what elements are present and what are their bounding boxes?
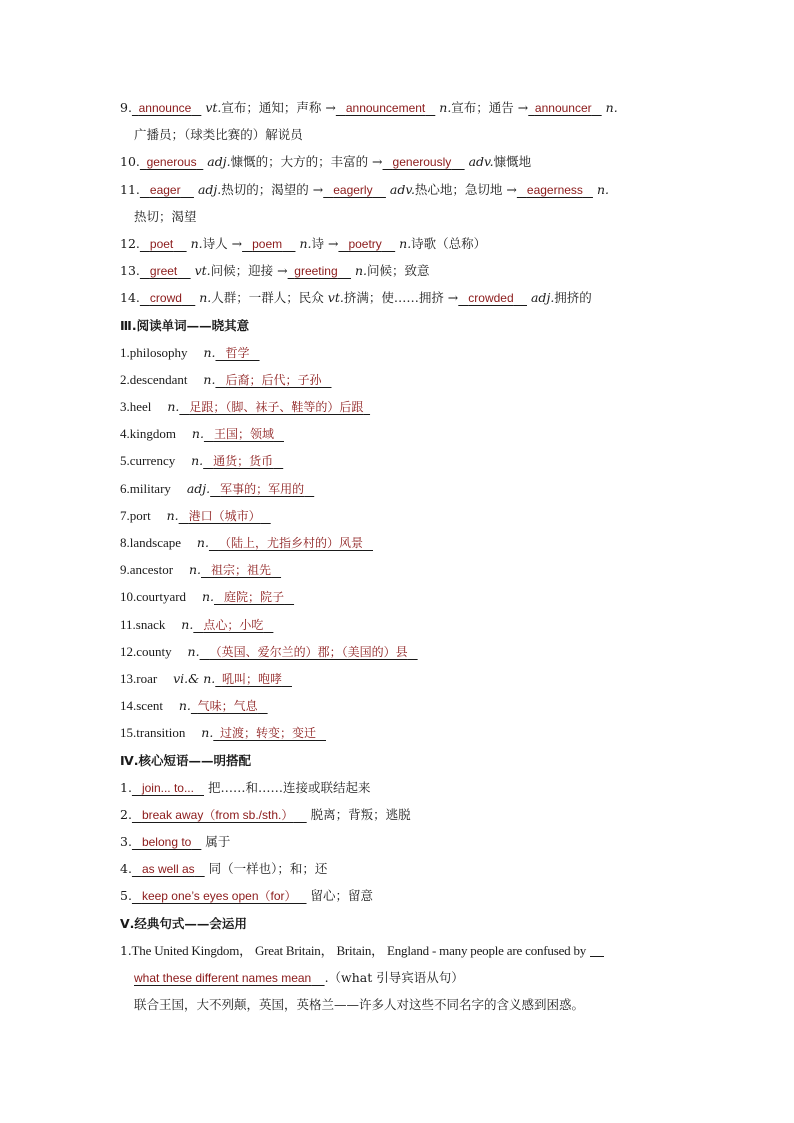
answer-blank: 通货；货币: [213, 454, 274, 469]
answer-blank: generous: [146, 155, 197, 170]
reading-word-item: 7.port n. 港口（城市）: [120, 502, 680, 529]
section-heading-reading-words: Ⅲ.阅读单词——晓其意: [120, 317, 250, 333]
answer-blank: eager: [149, 182, 181, 197]
pos-label: adj.: [530, 290, 555, 306]
answer-blank: 哲学: [225, 345, 250, 360]
definition: 宣布；通知；声称 →: [221, 100, 336, 115]
pos-label: vt.: [205, 100, 222, 115]
reading-word-item: 6.military adj. 军事的；军用的: [120, 475, 680, 502]
vocab-item-9: [120, 94, 680, 121]
definition: 诗 →: [311, 235, 339, 251]
grammar-note: .（what 引导宾语从句）: [324, 970, 464, 985]
definition: 慷慨地: [493, 154, 532, 170]
answer-blank: greet: [149, 264, 178, 279]
answer-blank: 祖宗；祖先: [211, 563, 272, 578]
answer-blank: eagerness: [526, 182, 583, 197]
answer-blank: 气味；气息: [197, 699, 258, 714]
sentence-item-1-cont: [120, 964, 680, 991]
definition: 慷慨的；大方的；丰富的 →: [230, 154, 383, 170]
pos-label: n.: [596, 181, 609, 197]
pos-label: vt.: [194, 263, 211, 279]
answer-blank: announcement: [345, 101, 426, 115]
pos-label: adv.: [468, 154, 494, 170]
reading-word-item: 8.landscape n. （陆上，尤指乡村的）风景: [120, 529, 680, 556]
item-number: 14.: [120, 290, 140, 306]
definition: 热心地；急切地 →: [414, 181, 517, 197]
definition: 人群；一群人；民众: [211, 290, 328, 306]
answer-blank: crowded: [468, 291, 514, 306]
answer-blank: as well as: [141, 862, 195, 877]
reading-word-item: 14.scent n. 气味；气息: [120, 692, 680, 719]
answer-blank: 王国；领域: [213, 427, 274, 442]
answer-blank: 点心；小吃: [203, 617, 264, 632]
definition: 挤满；使……拥挤 →: [343, 290, 459, 306]
answer-blank: crowd: [149, 291, 182, 306]
answer-blank: announcer: [534, 101, 592, 115]
answer-blank: （英国、爱尔兰的）郡；（美国的）县: [209, 644, 408, 659]
item-number: 11.: [120, 181, 140, 197]
phrase-item: 5. keep one’s eyes open（for） 留心；留意: [120, 882, 680, 909]
vocab-item-13: [120, 257, 680, 284]
sentence-item-1: 1.The United Kingdom， Great Britain， Britain， England - many people are confused by: [120, 937, 680, 964]
vocab-item-14: [120, 284, 680, 311]
answer-blank: poem: [252, 236, 283, 251]
reading-word-item: 9.ancestor n. 祖宗；祖先: [120, 556, 680, 583]
definition: 宣布；通告 →: [451, 100, 529, 115]
vocab-item-11-cont: [120, 203, 680, 230]
sentence-translation: 联合王国，大不列颠，英国，英格兰——许多人对这些不同名字的含义感到困惑。: [134, 997, 585, 1013]
section-heading-core-phrases: Ⅳ.核心短语——明搭配: [120, 752, 251, 768]
reading-word-item: 12.county n. （英国、爱尔兰的）郡；（美国的）县: [120, 638, 680, 665]
answer-blank: 吼叫；咆哮: [221, 671, 282, 686]
answer-blank: 过渡；转变；变迁: [219, 726, 316, 741]
answer-blank: 庭院；院子: [224, 590, 285, 605]
phrase-item: 2. break away（from sb./sth.） 脱离；背叛；逃脱: [120, 801, 680, 828]
definition: 热切；渴望: [134, 208, 197, 224]
pos-label: vt.: [327, 290, 344, 306]
reading-word-item: 5.currency n. 通货；货币: [120, 447, 680, 474]
answer-blank: 后裔；后代；子孙: [225, 372, 322, 387]
answer-blank: announce: [138, 101, 192, 115]
answer-blank: greeting: [294, 264, 338, 279]
sentence-text: The United Kingdom， Great Britain， Britain， England - many people are confused by: [131, 942, 587, 958]
answer-blank: 军事的；军用的: [220, 481, 305, 496]
reading-word-item: 2.descendant n. 后裔；后代；子孙: [120, 366, 680, 393]
section-heading-classic-sentences: Ⅴ.经典句式——会运用: [120, 915, 247, 931]
reading-word-item: 15.transition n. 过渡；转变；变迁: [120, 719, 680, 746]
pos-label: adv.: [389, 181, 415, 197]
answer-blank: what these different names mean: [134, 971, 312, 985]
reading-word-item: 13.roar vi.& n. 吼叫；咆哮: [120, 665, 680, 692]
answer-blank: join... to...: [141, 780, 194, 795]
phrase-item: 3. belong to 属于: [120, 828, 680, 855]
item-number: 12.: [120, 235, 140, 251]
definition: 拥挤的: [554, 290, 592, 306]
answer-blank: keep one’s eyes open（for）: [141, 889, 297, 904]
reading-word-item: 10.courtyard n. 庭院；院子: [120, 583, 680, 610]
pos-label: adj.: [207, 154, 231, 170]
definition: 广播员；（球类比赛的）解说员: [134, 127, 303, 143]
item-number: 10.: [120, 154, 140, 170]
definition: 诗歌（总称）: [411, 235, 487, 251]
reading-word-item: 3.heel n. 足跟；（脚、袜子、鞋等的）后跟: [120, 393, 680, 420]
reading-word-item: 4.kingdom n. 王国；领域: [120, 420, 680, 447]
answer-blank: eagerly: [333, 182, 373, 197]
vocab-item-12: [120, 230, 680, 257]
answer-blank: break away（from sb./sth.）: [141, 807, 294, 822]
answer-blank: poetry: [348, 236, 382, 251]
answer-blank: belong to: [141, 835, 192, 850]
vocab-item-11: [120, 176, 680, 203]
pos-label: n.: [299, 235, 312, 251]
answer-blank: poet: [149, 236, 174, 251]
pos-label: n.: [439, 100, 452, 115]
pos-label: adj.: [197, 181, 222, 197]
reading-word-item: 11.snack n. 点心；小吃: [120, 611, 680, 638]
pos-label: n.: [354, 263, 368, 279]
phrase-item: 1. join... to... 把……和……连接或联结起来: [120, 774, 680, 801]
answer-blank: 足跟；（脚、袜子、鞋等的）后跟: [189, 400, 364, 415]
worksheet-page: [120, 94, 680, 1018]
definition: 问候；迎接 →: [210, 263, 288, 279]
pos-label: n.: [190, 235, 203, 251]
phrase-item: 4. as well as 同（一样也）；和；还: [120, 855, 680, 882]
pos-label: n.: [605, 100, 618, 115]
definition: 问候；致意: [367, 263, 430, 279]
reading-word-item: 1.philosophy n. 哲学: [120, 339, 680, 366]
definition: 诗人 →: [202, 235, 243, 251]
pos-label: n.: [199, 290, 212, 306]
answer-blank: 港口（城市）: [188, 508, 261, 523]
answer-blank: （陆上，尤指乡村的）风景: [218, 536, 363, 550]
definition: 热切的；渴望的 →: [221, 181, 324, 197]
pos-label: n.: [399, 235, 412, 251]
answer-blank: generously: [392, 155, 452, 170]
item-number: 9.: [120, 100, 132, 115]
blank-line: [590, 942, 604, 957]
vocab-item-10: [120, 148, 680, 175]
vocab-item-9-cont: [120, 121, 680, 148]
item-number: 13.: [120, 263, 140, 279]
